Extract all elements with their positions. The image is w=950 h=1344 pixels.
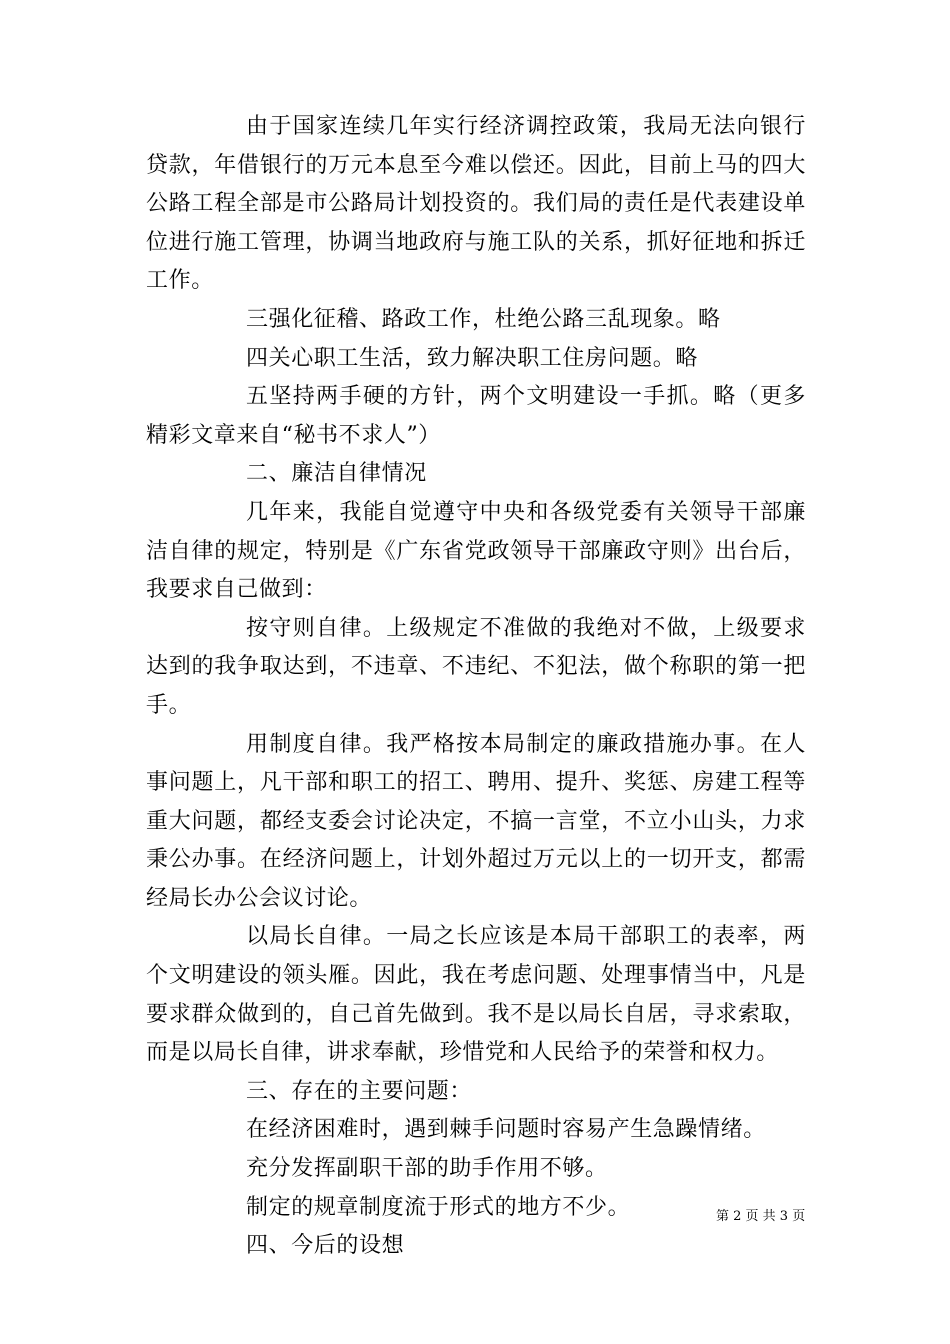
- paragraph-item-five: 五坚持两手硬的方针，两个文明建设一手抓。略（更多精彩文章来自“秘书不求人”）: [146, 384, 806, 448]
- paragraph-director-discipline: 以局长自律。一局之长应该是本局干部职工的表率，两个文明建设的领头雁。因此，我在考虑问题、处理事情当中，凡是要求群众做到的，自己首先做到。我不是以局长自居，寻求索取，而是以局长自律，讲求奉献，珍惜党和人民给予的荣誉和权力。: [146, 924, 806, 1066]
- section-heading-future: 四、今后的设想: [246, 1233, 405, 1259]
- paragraph-problem-one: 在经济困难时，遇到棘手问题时容易产生急躁情绪。: [246, 1117, 766, 1143]
- section-heading-problems: 三、存在的主要问题：: [246, 1078, 473, 1104]
- paragraph-problem-three: 制定的规章制度流于形式的地方不少。: [246, 1194, 631, 1220]
- paragraph-item-three: 三强化征稽、路政工作，杜绝公路三乱现象。略: [246, 306, 721, 332]
- paragraph-rule-discipline: 按守则自律。上级规定不准做的我绝对不做，上级要求达到的我争取达到，不违章、不违纪、不犯法，做个称职的第一把手。: [146, 615, 806, 718]
- paragraph-integrity-intro: 几年来，我能自觉遵守中央和各级党委有关领导干部廉洁自律的规定，特别是《广东省党政领导干部廉政守则》出台后，我要求自己做到：: [146, 499, 806, 603]
- paragraph-problem-two: 充分发挥副职干部的助手作用不够。: [246, 1156, 608, 1182]
- paragraph-funding: 由于国家连续几年实行经济调控政策，我局无法向银行贷款，年借银行的万元本息至今难以偿还。因此，目前上马的四大公路工程全部是市公路局计划投资的。我们局的责任是代表建设单位进行施工管理，协调当地政府与施工队的关系，抓好征地和拆迁工作。: [146, 114, 806, 294]
- page-number-footer: 第 2 页 共 3 页: [716, 1209, 806, 1224]
- document-body: [146, 108, 806, 1266]
- paragraph-system-discipline: 用制度自律。我严格按本局制定的廉政措施办事。在人事问题上，凡干部和职工的招工、聘用、提升、奖惩、房建工程等重大问题，都经支委会讨论决定，不搞一言堂，不立小山头，力求秉公办事。在经济问题上，计划外超过万元以上的一切开支，都需经局长办公会议讨论。: [146, 731, 806, 911]
- section-heading-integrity: 二、廉洁自律情况: [246, 461, 427, 487]
- paragraph-item-four: 四关心职工生活，致力解决职工住房问题。略: [246, 345, 699, 371]
